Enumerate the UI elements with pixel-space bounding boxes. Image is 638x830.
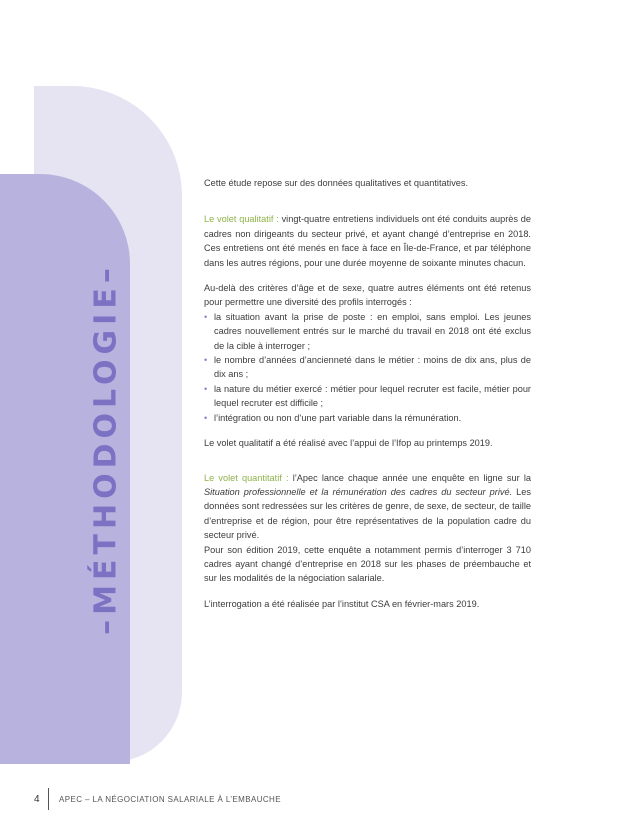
footer-text: APEC – LA NÉGOCIATION SALARIALE À L’EMBAUCHE xyxy=(59,794,281,804)
bullet-icon: • xyxy=(204,383,208,394)
qualitative-label: Le volet qualitatif : xyxy=(204,214,279,225)
main-content xyxy=(204,176,531,611)
footer-divider xyxy=(48,788,49,810)
criteria-list xyxy=(204,310,531,425)
qualitative-text: vingt-quatre entretiens individuels ont été conduits auprès de cadres non dirigeants du secteur privé, et ayant changé d’entreprise en 2018. Ces entretiens ont été menés en face à face en Île-de-France, et par téléphone dans les autres régions, pour une durée moyenne de soixante minutes chacun. xyxy=(204,214,532,268)
quantitative-paragraph: Le volet quantitatif : l’Apec lance chaque année une enquête en ligne sur la Situation professionnelle et la rémunération des cadres du secteur privé. Les données sont redressées sur les critères de genre, de sexe, de secteur, de taille d’entreprise et de région, pour être représentatives de la population cadre du secteur privé. xyxy=(204,472,531,541)
bullet-icon: • xyxy=(204,412,208,423)
criteria-intro: Au-delà des critères d’âge et de sexe, quatre autres éléments ont été retenus pour permettre une diversité des profils interrogés : xyxy=(204,283,531,308)
page-footer xyxy=(34,789,281,809)
quantitative-label: Le volet quantitatif : xyxy=(204,472,289,483)
bullet-icon: • xyxy=(204,355,208,366)
list-item: • la situation avant la prise de poste : en emploi, sans emploi. Les jeunes cadres nouvellement entrés sur le marché du travail en 2018 ont été exclus de la cible à interroger ; xyxy=(204,311,531,351)
quantitative-note: L’interrogation a été réalisée par l’institut CSA en février-mars 2019. xyxy=(204,598,480,609)
qualitative-note: Le volet qualitatif a été réalisé avec l’appui de l’Ifop au printemps 2019. xyxy=(204,438,493,449)
bullet-icon: • xyxy=(204,311,208,322)
quantitative-paragraph-2: Pour son édition 2019, cette enquête a notamment permis d’interroger 3 710 cadres ayant changé d’entreprise en 2018 sur les phases de préembauche et sur les modalités de la négociation salariale. xyxy=(204,544,531,584)
intro-paragraph: Cette étude repose sur des données qualitatives et quantitatives. xyxy=(204,178,469,188)
qualitative-paragraph xyxy=(204,212,531,270)
list-item: • l’intégration ou non d’une part variable dans la rémunération. xyxy=(204,411,531,425)
page-number: 4 xyxy=(34,793,40,805)
list-item: • le nombre d’années d’ancienneté dans le métier : moins de dix ans, plus de dix ans ; xyxy=(204,355,531,380)
section-title-vertical: –MÉTHODOLOGIE– xyxy=(88,263,124,635)
survey-title: Situation professionnelle et la rémunération des cadres du secteur privé. xyxy=(204,486,513,497)
list-item: • la nature du métier exercé : métier pour lequel recruter est facile, métier pour lequel recruter est difficile ; xyxy=(204,383,531,409)
